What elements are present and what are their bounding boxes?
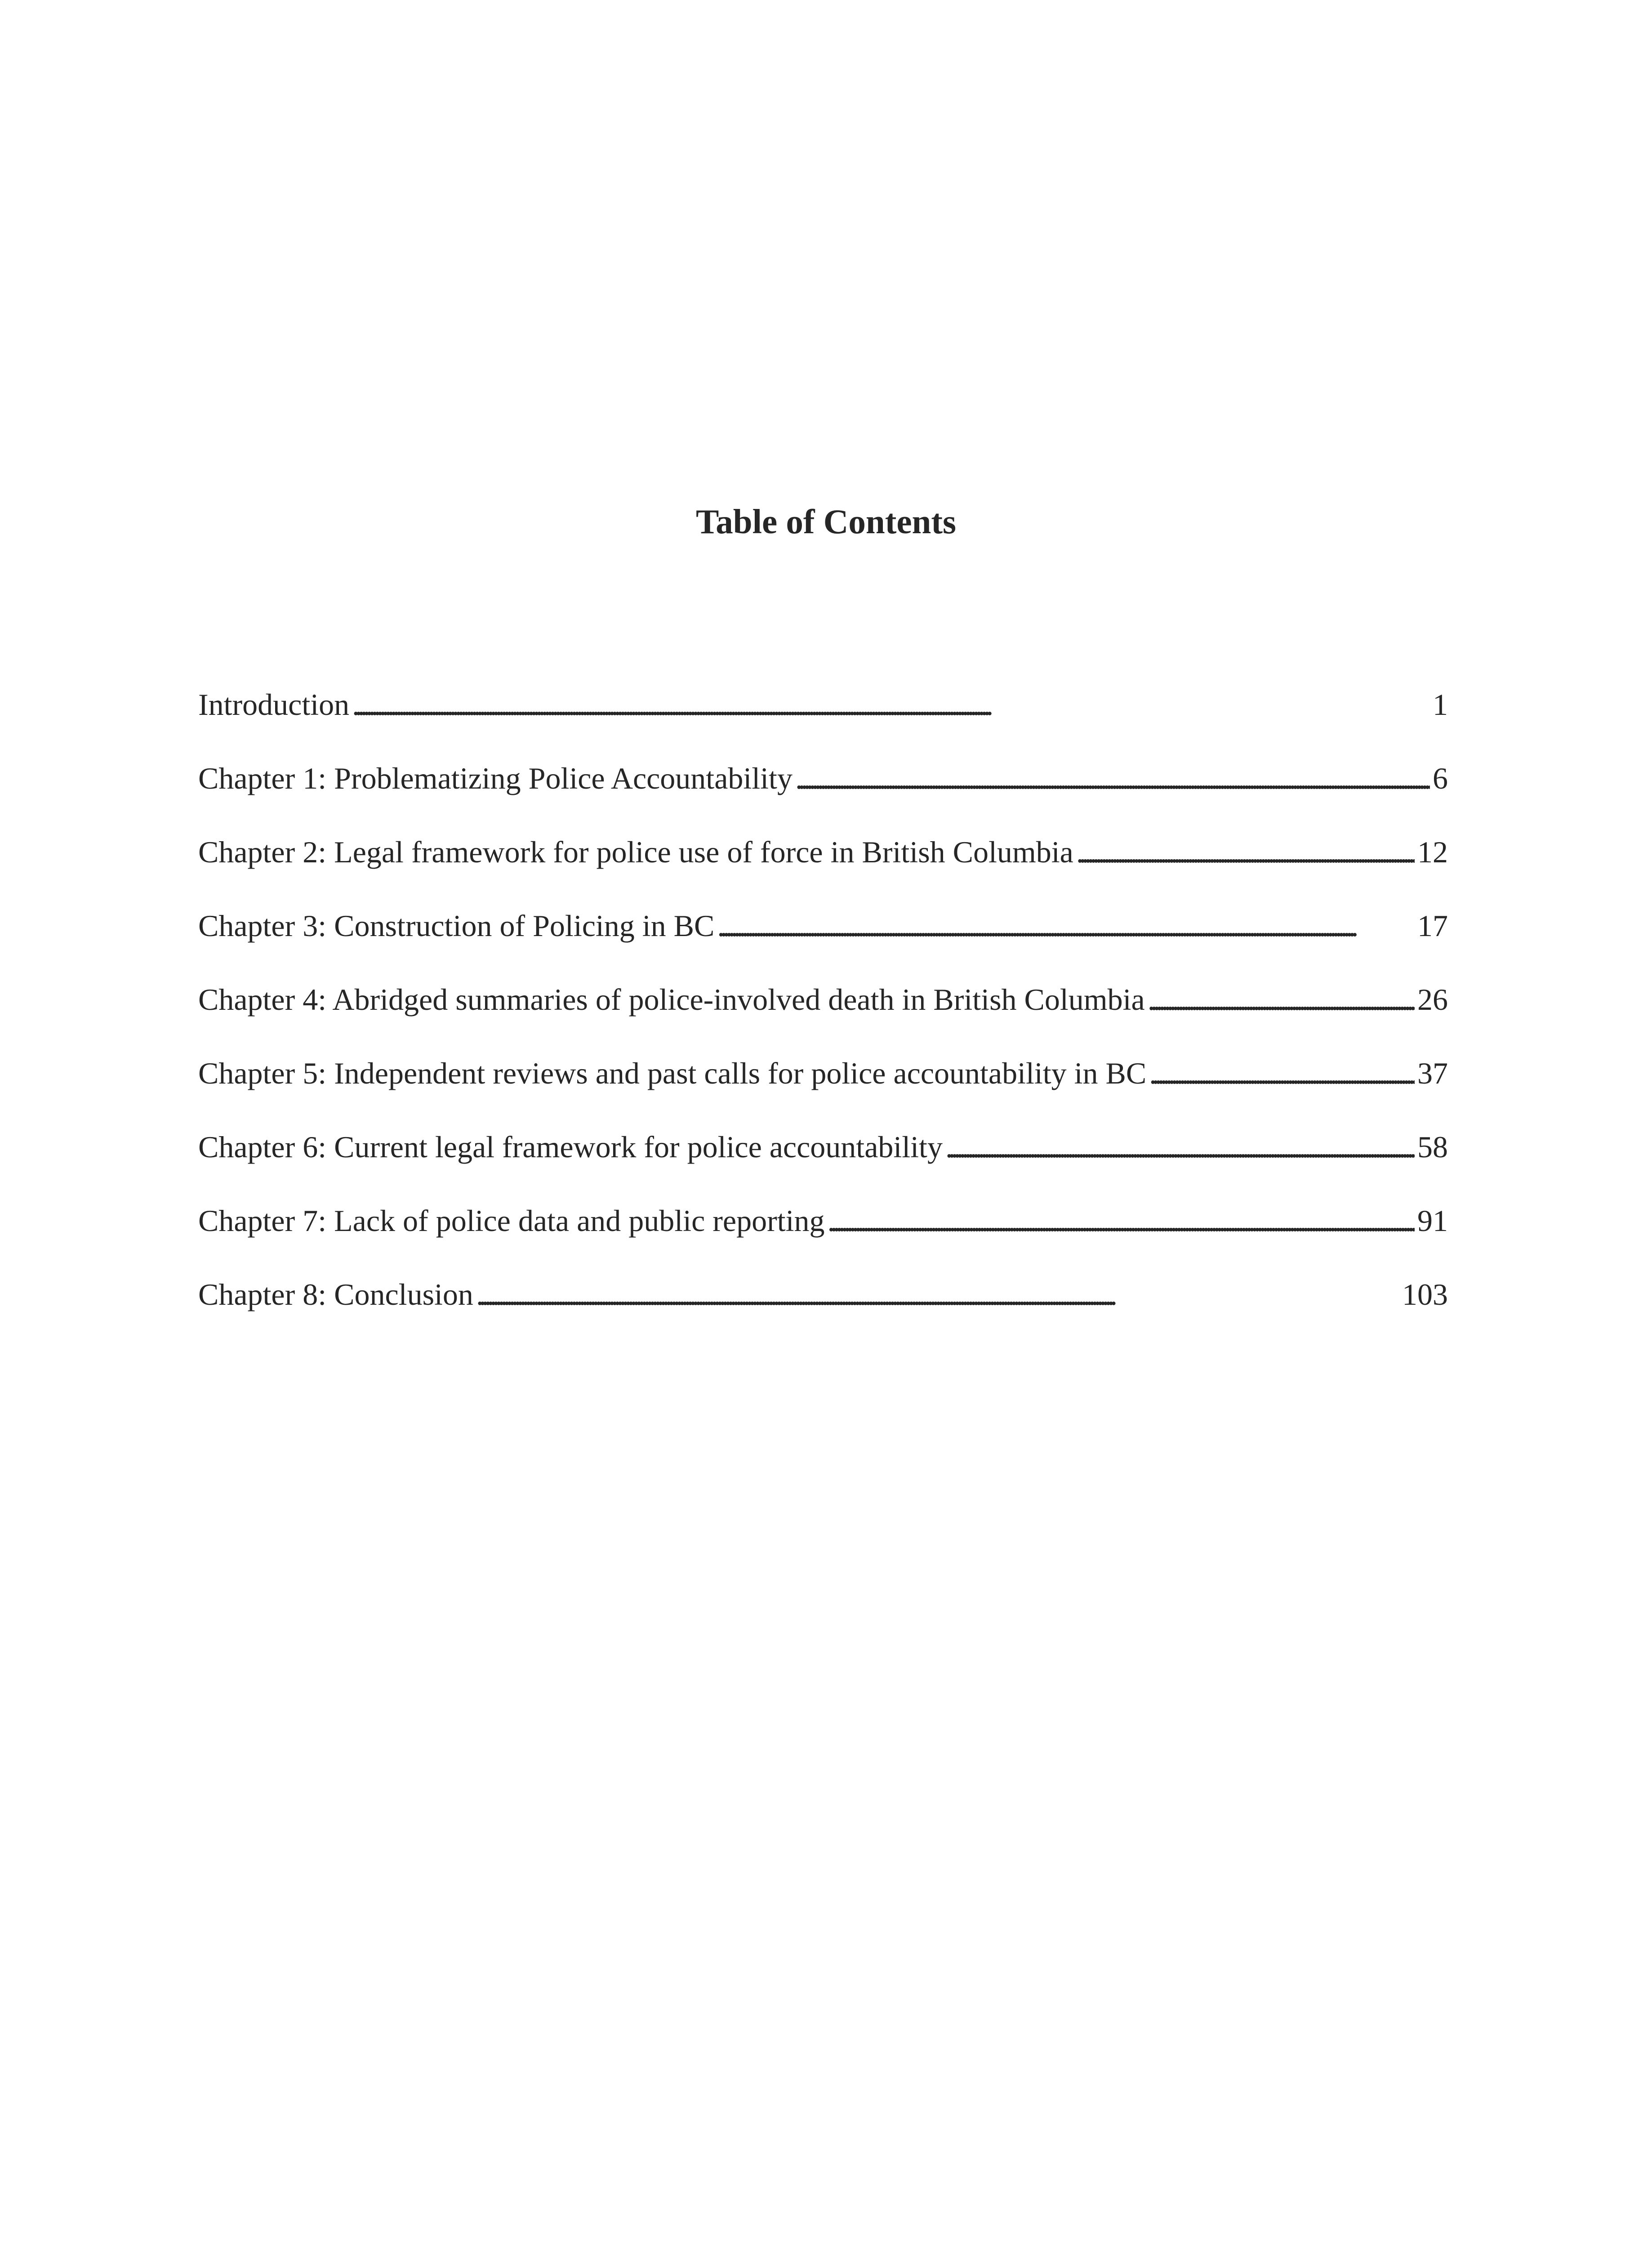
toc-entry-chapter-7[interactable]: [198, 1202, 1448, 1276]
toc-entry-page-number: 26: [1417, 982, 1448, 1017]
toc-entry-label: Chapter 8: Conclusion: [198, 1277, 473, 1311]
dot-leader: [795, 759, 1430, 797]
toc-entry-label: Chapter 5: Independent reviews and past calls for police accountability in BC: [198, 1056, 1147, 1090]
toc-entry-chapter-3[interactable]: [198, 907, 1448, 981]
toc-entry-page-number: 91: [1417, 1204, 1448, 1238]
toc-entry-page-number: 12: [1417, 835, 1448, 869]
toc-entry-page-number: 37: [1417, 1056, 1448, 1090]
dot-leader: [1076, 833, 1415, 871]
page-title: Table of Contents: [695, 502, 956, 541]
dot-leader: [476, 1276, 1399, 1313]
toc-entry-label: Chapter 7: Lack of police data and public reporting: [198, 1204, 825, 1238]
toc-entry-label: Chapter 2: Legal framework for police use of force in British Columbia: [198, 835, 1073, 869]
toc-entry-introduction[interactable]: [198, 686, 1448, 759]
toc-entry-page-number: 1: [1433, 687, 1448, 722]
toc-entry-label: Chapter 3: Construction of Policing in BC: [198, 909, 715, 943]
dot-leader: [828, 1202, 1415, 1240]
toc-entry-page-number: 103: [1402, 1277, 1448, 1311]
toc-list: [198, 686, 1448, 1349]
toc-entry-label: Chapter 4: Abridged summaries of police-involved death in British Columbia: [198, 982, 1145, 1017]
toc-entry-label: Chapter 6: Current legal framework for police accountability: [198, 1130, 943, 1164]
dot-leader: [1148, 981, 1415, 1018]
dot-leader: [352, 686, 1430, 723]
toc-entry-chapter-1[interactable]: [198, 759, 1448, 833]
toc-entry-chapter-8[interactable]: [198, 1276, 1448, 1349]
toc-entry-label: Chapter 1: Problematizing Police Accountability: [198, 761, 793, 795]
toc-entry-chapter-2[interactable]: [198, 833, 1448, 907]
toc-entry-chapter-4[interactable]: [198, 981, 1448, 1054]
toc-entry-page-number: 58: [1417, 1130, 1448, 1164]
toc-entry-page-number: 6: [1433, 761, 1448, 795]
dot-leader: [1149, 1054, 1415, 1092]
toc-entry-chapter-5[interactable]: [198, 1054, 1448, 1128]
toc-entry-chapter-6[interactable]: [198, 1128, 1448, 1202]
toc-entry-label: Introduction: [198, 687, 350, 722]
dot-leader: [717, 907, 1415, 945]
toc-entry-page-number: 17: [1417, 909, 1448, 943]
dot-leader: [945, 1128, 1415, 1166]
